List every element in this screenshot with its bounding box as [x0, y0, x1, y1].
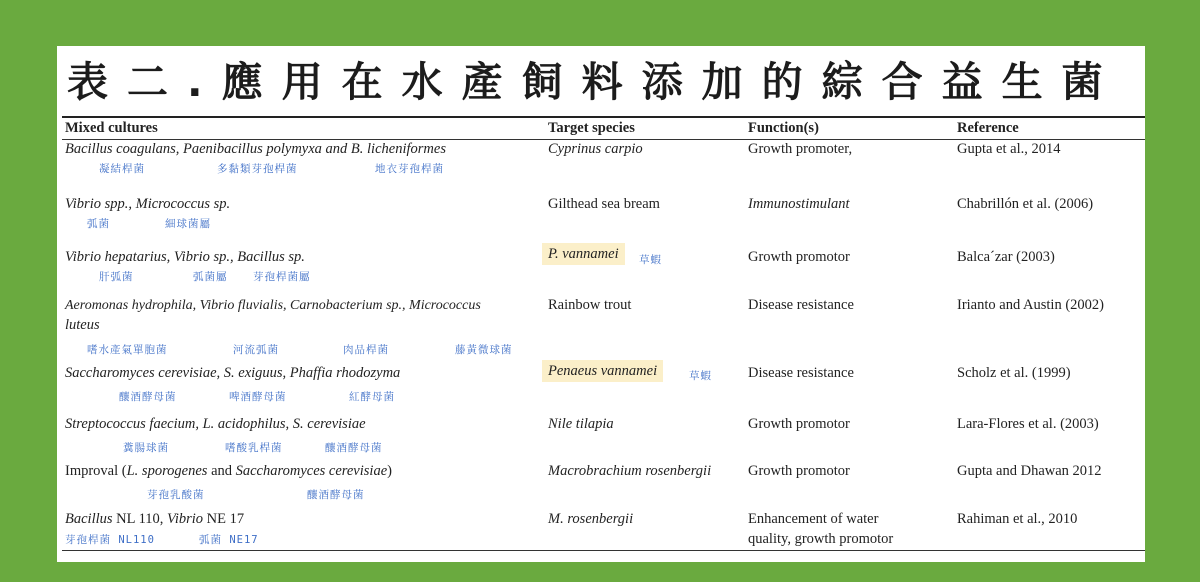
row-8-function-line-2: quality, growth promotor [748, 531, 894, 547]
row-4-cn-1: 嗜水產氣單胞菌 [87, 344, 168, 356]
table-card [57, 46, 1145, 562]
row-5-function: Disease resistance [748, 365, 854, 381]
table-top-rule [62, 116, 1145, 118]
row-5-cn-1: 釀酒酵母菌 [119, 391, 177, 403]
row-2-cn-1: 弧菌 [87, 218, 110, 230]
row-8-target: M. rosenbergii [548, 511, 634, 527]
row-7-function: Growth promotor [748, 463, 850, 479]
row-7-mixed-c: and [207, 463, 236, 479]
table-bottom-rule [62, 550, 1145, 551]
row-4-mixed-line-2: luteus [65, 317, 100, 333]
row-7-mixed [65, 462, 392, 481]
row-6-reference: Lara-Flores et al. (2003) [957, 416, 1099, 432]
row-2-target: Gilthead sea bream [548, 196, 660, 212]
row-6-cn-1: 糞腸球菌 [123, 442, 169, 454]
row-3-target: P. vannamei [542, 243, 625, 265]
row-8-mixed-c: Vibrio [167, 511, 204, 527]
row-3-mixed: Vibrio hepatarius, Vibrio sp., Bacillus sp. [65, 249, 305, 265]
row-8-mixed-a: Bacillus [65, 511, 113, 527]
row-1-cn-3: 地衣芽孢桿菌 [375, 163, 444, 175]
row-5-reference: Scholz et al. (1999) [957, 365, 1071, 381]
row-8-cn-2: 弧菌 NE17 [199, 534, 259, 546]
row-4-cn-4: 藤黃微球菌 [455, 344, 513, 356]
row-4-reference: Irianto and Austin (2002) [957, 297, 1104, 313]
row-8-function-line-1: Enhancement of water [748, 511, 879, 527]
row-2-reference: Chabrillón et al. (2006) [957, 196, 1094, 212]
row-8-mixed [65, 510, 244, 529]
row-5-cn-3: 紅酵母菌 [349, 391, 395, 403]
row-4-mixed-line-1: Aeromonas hydrophila, Vibrio fluvialis, Carnobacterium sp., Micrococcus [65, 298, 481, 313]
row-3-cn-1: 肝弧菌 [99, 271, 134, 283]
row-7-cn-1: 芽孢乳酸菌 [147, 489, 205, 501]
row-1-reference: Gupta et al., 2014 [957, 141, 1061, 157]
row-7-mixed-a: Improval ( [65, 463, 127, 479]
row-1-cn-1: 凝結桿菌 [99, 163, 145, 175]
row-5-target-cn: 草蝦 [689, 370, 712, 382]
row-7-mixed-b: L. sporogenes [126, 463, 208, 479]
row-8-mixed-b: NL 110, [112, 511, 168, 527]
row-6-function: Growth promotor [748, 416, 850, 432]
row-3-reference: Balca´zar (2003) [957, 249, 1055, 265]
row-1-cn-2: 多黏類芽孢桿菌 [217, 163, 298, 175]
row-8-cn-1: 芽孢桿菌 NL110 [65, 534, 155, 546]
row-7-cn-2: 釀酒酵母菌 [307, 489, 365, 501]
row-7-mixed-e: ) [387, 463, 392, 479]
row-4-target: Rainbow trout [548, 297, 632, 313]
header-reference: Reference [957, 120, 1019, 136]
row-3-cn-2: 弧菌屬 [193, 271, 228, 283]
row-6-target: Nile tilapia [548, 416, 614, 432]
row-3-cn-3: 芽孢桿菌屬 [253, 271, 311, 283]
row-2-cn-2: 細球菌屬 [165, 218, 211, 230]
row-7-mixed-d: Saccharomyces cerevisiae [235, 463, 388, 479]
row-1-mixed: Bacillus coagulans, Paenibacillus polymyxa and B. licheniformes [65, 141, 446, 157]
row-5-mixed: Saccharomyces cerevisiae, S. exiguus, Phaffia rhodozyma [65, 365, 401, 381]
row-7-target: Macrobrachium rosenbergii [548, 463, 712, 479]
row-5-cn-2: 啤酒酵母菌 [229, 391, 287, 403]
header-functions: Function(s) [748, 120, 819, 136]
row-1-function: Growth promoter, [748, 141, 853, 157]
row-2-function: Immunostimulant [748, 196, 850, 212]
row-3-function: Growth promotor [748, 249, 850, 265]
row-2-mixed: Vibrio spp., Micrococcus sp. [65, 196, 231, 212]
header-mixed-cultures: Mixed cultures [65, 120, 158, 136]
row-4-cn-3: 肉品桿菌 [343, 344, 389, 356]
row-5-target-highlight [542, 362, 663, 381]
page-title: 表二.應用在水產飼料添加的綜合益生菌 [67, 58, 1122, 106]
row-1-target: Cyprinus carpio [548, 141, 643, 157]
row-5-target: Penaeus vannamei [542, 360, 663, 382]
header-target-species: Target species [548, 120, 635, 136]
row-6-cn-3: 釀酒酵母菌 [325, 442, 383, 454]
row-4-function: Disease resistance [748, 297, 854, 313]
row-8-reference: Rahiman et al., 2010 [957, 511, 1078, 527]
row-6-cn-2: 嗜酸乳桿菌 [225, 442, 283, 454]
row-8-mixed-d: NE 17 [203, 511, 245, 527]
row-4-cn-2: 河流弧菌 [233, 344, 279, 356]
row-7-reference: Gupta and Dhawan 2012 [957, 463, 1102, 479]
row-3-target-highlight [542, 245, 625, 264]
row-3-target-cn: 草蝦 [639, 254, 662, 266]
row-6-mixed: Streptococcus faecium, L. acidophilus, S. cerevisiae [65, 416, 366, 432]
